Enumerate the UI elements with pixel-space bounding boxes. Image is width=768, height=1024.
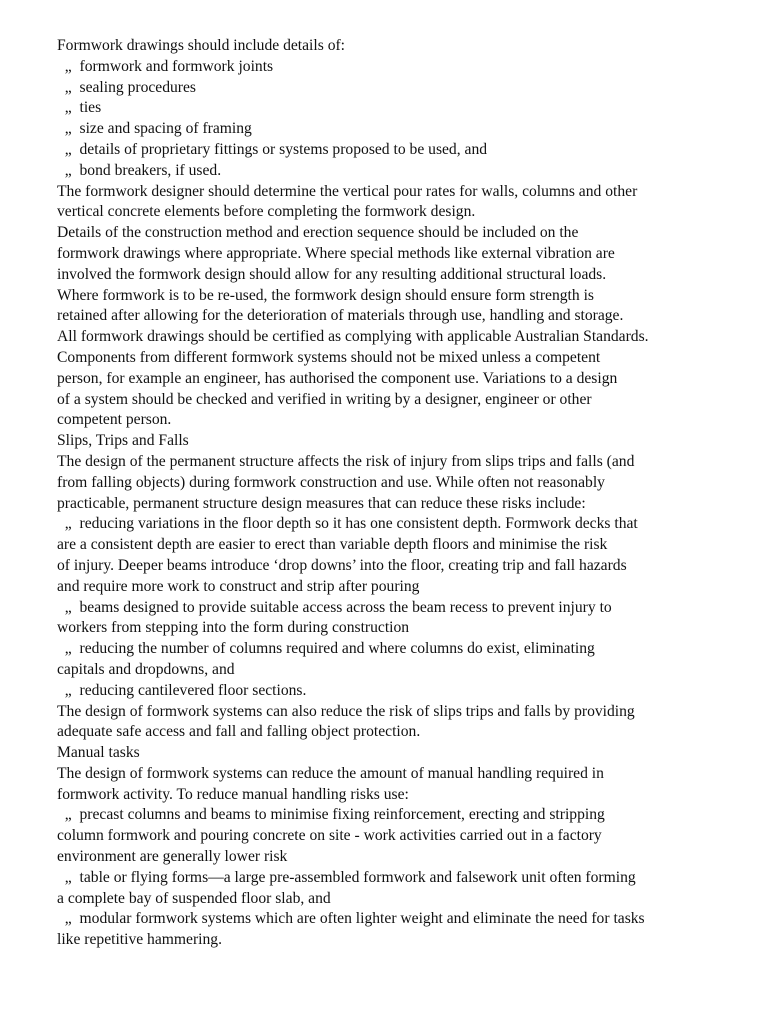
text-line: All formwork drawings should be certified as complying with applicable Australian Standards. bbox=[57, 328, 649, 346]
text-line: of a system should be checked and verified in writing by a designer, engineer or other bbox=[57, 390, 592, 408]
text-line: „ details of proprietary fittings or systems proposed to be used, and bbox=[57, 140, 488, 158]
text-line: „ ties bbox=[57, 99, 102, 117]
text-line: The design of formwork systems can reduce the amount of manual handling required in bbox=[57, 764, 604, 782]
text-line: „ bond breakers, if used. bbox=[57, 161, 222, 179]
text-line: Details of the construction method and erection sequence should be included on the bbox=[57, 224, 579, 242]
text-line: like repetitive hammering. bbox=[57, 931, 222, 949]
text-line: of injury. Deeper beams introduce ‘drop downs’ into the floor, creating trip and fall hazards bbox=[57, 556, 627, 574]
text-line: „ reducing cantilevered floor sections. bbox=[57, 681, 307, 699]
text-line: Manual tasks bbox=[57, 744, 140, 762]
text-line: person, for example an engineer, has authorised the component use. Variations to a design bbox=[57, 369, 618, 387]
text-line: „ modular formwork systems which are often lighter weight and eliminate the need for tasks bbox=[57, 910, 645, 928]
text-line: are a consistent depth are easier to erect than variable depth floors and minimise the risk bbox=[57, 536, 608, 554]
text-line: Components from different formwork systems should not be mixed unless a competent bbox=[57, 348, 601, 366]
text-line: Where formwork is to be re-used, the formwork design should ensure form strength is bbox=[57, 286, 594, 304]
text-line: a complete bay of suspended floor slab, and bbox=[57, 889, 331, 907]
text-line: „ beams designed to provide suitable access across the beam recess to prevent injury to bbox=[57, 598, 612, 616]
text-line: practicable, permanent structure design measures that can reduce these risks include: bbox=[57, 494, 586, 512]
text-line: and require more work to construct and strip after pouring bbox=[57, 577, 420, 595]
text-line: Formwork drawings should include details of: bbox=[57, 37, 346, 54]
text-line: environment are generally lower risk bbox=[57, 848, 288, 866]
text-line: „ reducing the number of columns required and where columns do exist, eliminating bbox=[57, 640, 595, 658]
text-line: The formwork designer should determine the vertical pour rates for walls, columns and other bbox=[57, 182, 638, 200]
text-line: adequate safe access and fall and falling object protection. bbox=[57, 723, 421, 741]
text-line: involved the formwork design should allow for any resulting additional structural loads. bbox=[57, 265, 607, 283]
text-line: workers from stepping into the form during construction bbox=[57, 619, 410, 637]
text-line: „ precast columns and beams to minimise fixing reinforcement, erecting and stripping bbox=[57, 806, 605, 824]
text-line: The design of formwork systems can also reduce the risk of slips trips and falls by providing bbox=[57, 702, 635, 720]
text-line: The design of the permanent structure affects the risk of injury from slips trips and falls (and bbox=[57, 452, 635, 470]
text-line: „ reducing variations in the floor depth so it has one consistent depth. Formwork decks that bbox=[57, 515, 638, 533]
text-line: capitals and dropdowns, and bbox=[57, 660, 235, 678]
text-line: column formwork and pouring concrete on site - work activities carried out in a factory bbox=[57, 827, 602, 845]
text-line: retained after allowing for the deterioration of materials through use, handling and storage. bbox=[57, 307, 624, 325]
text-line: „ size and spacing of framing bbox=[57, 120, 252, 138]
text-line: „ formwork and formwork joints bbox=[57, 57, 274, 75]
text-line: „ table or flying forms—a large pre-assembled formwork and falsework unit often forming bbox=[57, 868, 636, 886]
text-line: „ sealing procedures bbox=[57, 78, 196, 96]
document-body bbox=[57, 36, 727, 951]
text-line: formwork activity. To reduce manual handling risks use: bbox=[57, 785, 409, 803]
text-line: formwork drawings where appropriate. Where special methods like external vibration are bbox=[57, 244, 615, 262]
text-line: Slips, Trips and Falls bbox=[57, 432, 189, 450]
text-line: vertical concrete elements before completing the formwork design. bbox=[57, 203, 476, 221]
text-line: from falling objects) during formwork construction and use. While often not reasonably bbox=[57, 473, 605, 491]
text-line: competent person. bbox=[57, 411, 172, 429]
